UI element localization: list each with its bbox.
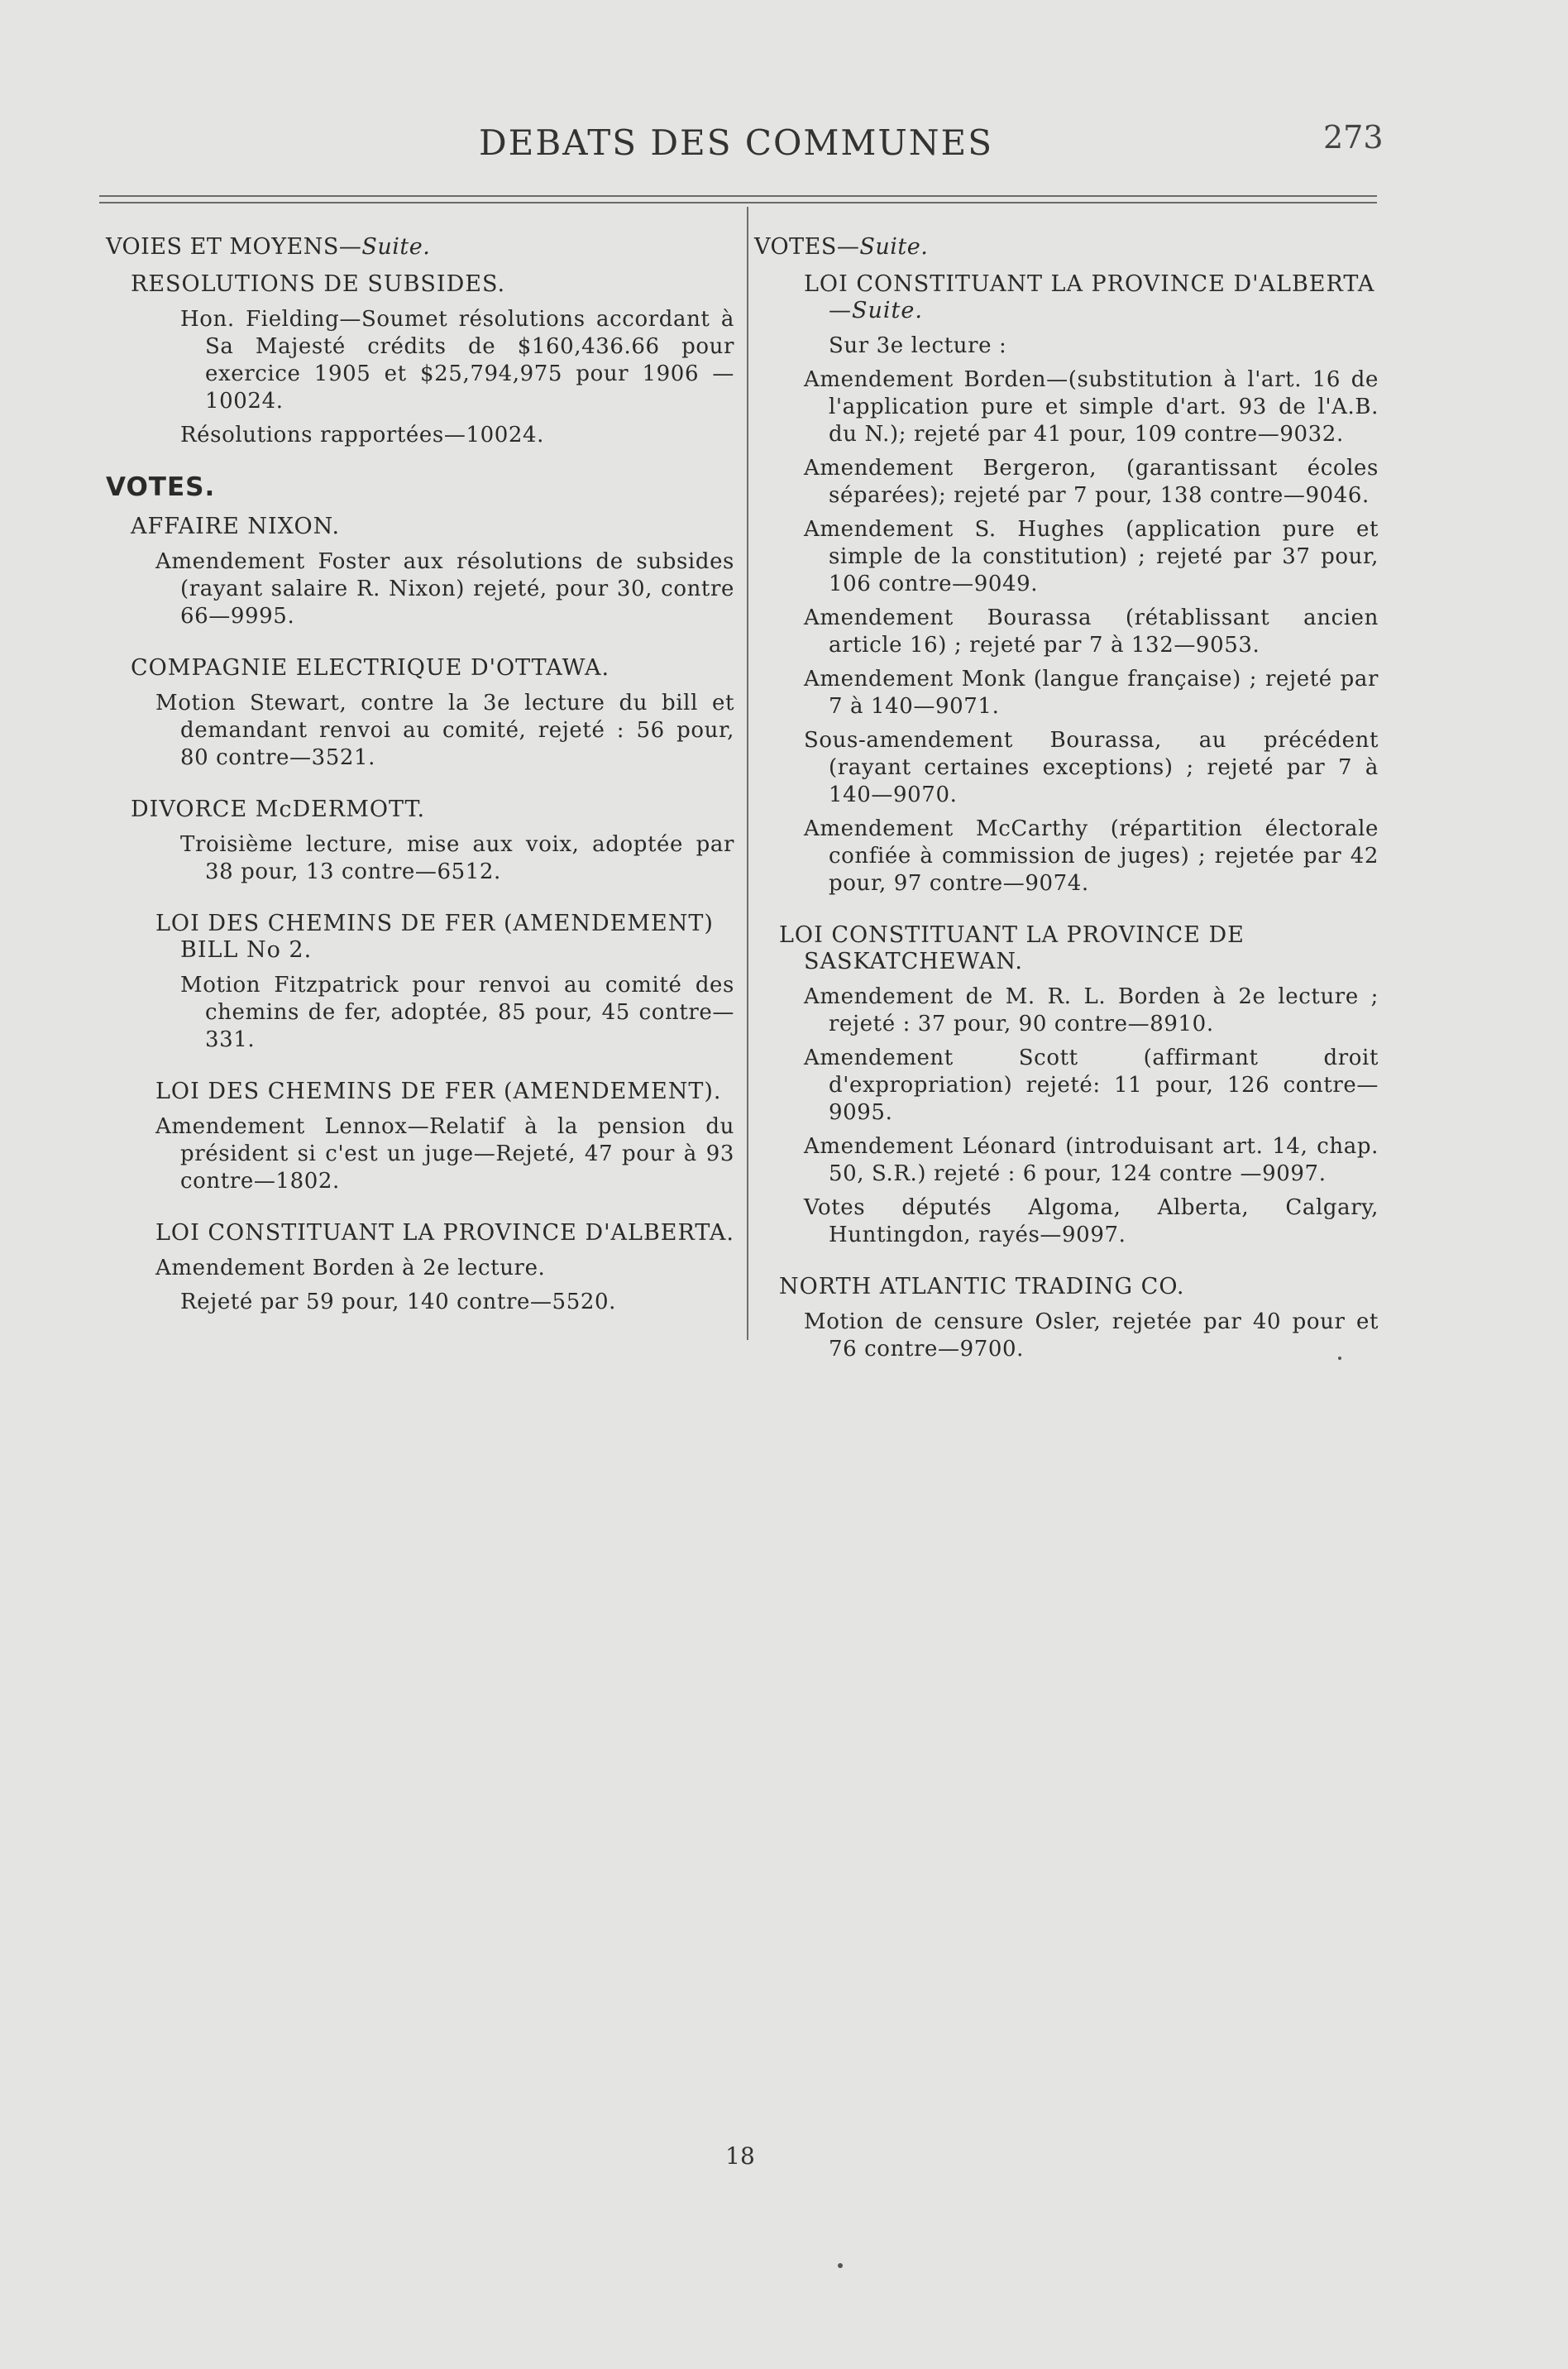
column-divider: [747, 207, 748, 1340]
section-heading: COMPAGNIE ELECTRIQUE D'OTTAWA.: [131, 655, 610, 681]
section-heading: AFFAIRE NIXON.: [131, 514, 341, 539]
section-heading: LOI CONSTITUANT LA PROVINCE D'ALBERTA.: [155, 1220, 734, 1246]
section-heading: LOI DES CHEMINS DE FER (AMENDEMENT) BILL No 2.: [155, 911, 714, 963]
entry: Amendement S. Hughes (application pure et simple de la constitution) ; rejeté par 37 pour, 106 contre—9049.: [804, 517, 1379, 596]
section-divorce: [106, 797, 734, 886]
page-header-title: DEBATS DES COMMUNES: [479, 122, 993, 163]
right-column: [754, 233, 1379, 1370]
entry: Motion Fitzpatrick pour renvoi au comité des chemins de fer, adoptée, 85 pour, 45 contre—331.: [180, 973, 734, 1052]
section-chemins: [106, 1079, 734, 1195]
section-heading: NORTH ATLANTIC TRADING CO.: [779, 1274, 1185, 1299]
entry: Hon. Fielding—Soumet résolutions accordant à Sa Majesté crédits de $160,436.66 pour exercice 1905 et $25,794,975 pour 1906 —10024.: [180, 307, 734, 414]
entry: Motion Stewart, contre la 3e lecture du bill et demandant renvoi au comité, rejeté : 56 pour, 80 contre—3521.: [155, 691, 734, 770]
entry: Rejeté par 59 pour, 140 contre—5520.: [180, 1290, 616, 1314]
section-electrique: [106, 655, 734, 772]
section-alberta: [106, 1220, 734, 1316]
header-rule-top: [99, 195, 1377, 197]
page-number: 273: [1323, 119, 1384, 156]
left-column: [106, 233, 734, 1323]
entry: Amendement McCarthy (répartition électorale confiée à commission de juges) ; rejetée par 42 pour, 97 contre—9074.: [804, 816, 1379, 896]
entry: Sous-amendement Bourassa, au précédent (rayant certaines exceptions) ; rejeté par 7 à 140—9070.: [804, 728, 1379, 807]
entry: Amendement Bourassa (rétablissant ancien article 16) ; rejeté par 7 à 132—9053.: [804, 605, 1379, 658]
entry: Amendement Borden—(substitution à l'art. 16 de l'application pure et simple d'art. 93 de l'A.B. du N.); rejeté par 41 pour, 109 contre—9032.: [804, 367, 1379, 447]
entry: Motion de censure Osler, rejetée par 40 pour et 76 contre—9700.: [804, 1309, 1379, 1362]
header-rule-bottom: [99, 202, 1377, 203]
section-nixon: [106, 514, 734, 630]
section-heading: RESOLUTIONS DE SUBSIDES.: [131, 271, 506, 297]
entry: Amendement Lennox—Relatif à la pension du président si c'est un juge—Rejeté, 47 pour à 93 contre—1802.: [155, 1114, 734, 1194]
voies-running-head: VOIES ET MOYENS—Suite.: [106, 234, 431, 260]
ink-speck: [838, 2263, 843, 2268]
entry: Amendement Borden à 2e lecture.: [155, 1256, 546, 1280]
section-chemins-bill2: [106, 911, 734, 1054]
entry: Résolutions rapportées—10024.: [180, 423, 545, 447]
votes-heading: VOTES.: [106, 472, 216, 502]
entry: Troisième lecture, mise aux voix, adoptée par 38 pour, 13 contre—6512.: [180, 832, 734, 884]
entry: Amendement Léonard (introduisant art. 14, chap. 50, S.R.) rejeté : 6 pour, 124 contre —9097.: [804, 1134, 1379, 1186]
entry: Amendement de M. R. L. Borden à 2e lecture ; rejeté : 37 pour, 90 contre—8910.: [804, 984, 1379, 1036]
entry: Amendement Monk (langue française) ; rejeté par 7 à 140—9071.: [804, 667, 1379, 719]
entry: Sur 3e lecture :: [829, 333, 1007, 358]
entry: Amendement Scott (affirmant droit d'expropriation) rejeté: 11 pour, 126 contre—9095.: [804, 1046, 1379, 1125]
section-heading: LOI CONSTITUANT LA PROVINCE DE SASKATCHEWAN.: [779, 922, 1245, 974]
ink-speck: [1338, 1357, 1341, 1360]
section-heading: DIVORCE McDERMOTT.: [131, 797, 426, 822]
entry: Votes députés Algoma, Alberta, Calgary, Huntingdon, rayés—9097.: [804, 1195, 1379, 1247]
entry: Amendement Foster aux résolutions de subsides (rayant salaire R. Nixon) rejeté, pour 30, contre 66—9995.: [155, 549, 734, 629]
section-north-atlantic: [754, 1274, 1379, 1363]
signature-mark: 18: [725, 2142, 755, 2170]
section-heading: LOI DES CHEMINS DE FER (AMENDEMENT).: [155, 1079, 722, 1104]
votes-running-head: VOTES—Suite.: [754, 234, 929, 260]
section-saskatchewan: [754, 922, 1379, 1249]
section-heading: LOI CONSTITUANT LA PROVINCE D'ALBERTA—Suite.: [804, 271, 1375, 323]
entry: Amendement Bergeron, (garantissant écoles séparées); rejeté par 7 pour, 138 contre—9046.: [804, 456, 1379, 508]
